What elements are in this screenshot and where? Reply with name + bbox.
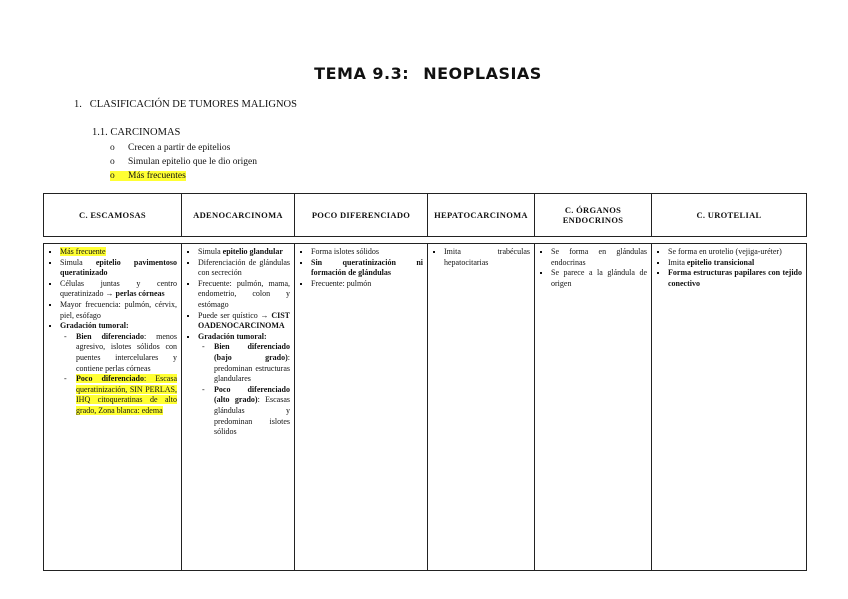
list-item: ▪ Células juntas y centro queratinizado → perlas córneas — [60, 279, 177, 300]
cell-poco-diferenciado — [295, 244, 428, 571]
list-item: ▪ Simula epitelio glandular — [198, 247, 290, 258]
cell-adenocarcinoma — [182, 244, 295, 571]
header-adenocarcinoma: ADENOCARCINOMA — [182, 194, 295, 237]
sub-list-item: - Bien diferenciado (bajo grado): predominan estructuras glandulares — [214, 342, 290, 384]
list-item: ▪ Sin queratinización ni formación de glándulas — [311, 258, 423, 279]
header-urotelial: C. UROTELIAL — [652, 194, 807, 237]
sub-list-item: - Poco diferenciado (alto grado): Escasas glándulas y predominan islotes sólidos — [214, 385, 290, 438]
bullet-item — [110, 171, 186, 181]
bullet-item — [110, 157, 257, 167]
header-hepatocarcinoma: HEPATOCARCINOMA — [428, 194, 535, 237]
bullet-item — [110, 143, 230, 153]
cell-escamosas — [44, 244, 182, 571]
section-heading: 1. CLASIFICACIÓN DE TUMORES MALIGNOS — [74, 99, 297, 110]
list-item: ▪ Forma estructuras papilares con tejido conectivo — [668, 268, 802, 289]
list-item: ▪ Gradación tumoral: - Bien diferenciado: menos agresivo, islotes sólidos con puentes intercelulares y contiene perlas córneas - Poco diferenciado: Escasa queratinización, SIN PERLAS, IHQ citoqueratinas de alto grado, Zona blanca: edema — [60, 321, 177, 416]
table-gap-row — [44, 237, 807, 244]
page-title — [0, 64, 848, 83]
header-poco-diferenciado: POCO DIFERENCIADO — [295, 194, 428, 237]
cell-urotelial — [652, 244, 807, 571]
cell-hepatocarcinoma — [428, 244, 535, 571]
sub-list-item: - Bien diferenciado: menos agresivo, islotes sólidos con puentes intercelulares y contiene perlas córneas — [76, 332, 177, 374]
list-item: ▪ Frecuente: pulmón — [311, 279, 423, 290]
subsection-heading: 1.1. CARCINOMAS — [92, 127, 181, 138]
carcinoma-table — [43, 193, 807, 571]
table-row — [44, 244, 807, 571]
list-item: ▪ Puede ser quístico → CISTOADENOCARCINOMA — [198, 311, 290, 332]
list-item: ▪ Más frecuente — [60, 247, 177, 258]
list-item: ▪ Gradación tumoral: - Bien diferenciado (bajo grado): predominan estructuras glandulares - Poco diferenciado (alto grado): Escasas glándulas y predominan islotes sólidos — [198, 332, 290, 438]
header-organos-endocrinos: C. ÓRGANOS ENDOCRINOS — [535, 194, 652, 237]
cell-organos-endocrinos — [535, 244, 652, 571]
list-item: ▪ Frecuente: pulmón, mama, endometrio, colon y estómago — [198, 279, 290, 311]
bullet-mark: o — [110, 157, 115, 167]
list-item: ▪ Se parece a la glándula de origen — [551, 268, 647, 289]
list-item: ▪ Imita trabéculas hepatocitarias — [444, 247, 530, 268]
bullet-text: Simulan epitelio que le dio origen — [128, 157, 258, 167]
bullet-mark: o — [110, 143, 115, 153]
sub-list-item: - Poco diferenciado: Escasa queratinización, SIN PERLAS, IHQ citoqueratinas de alto grado, Zona blanca: edema — [76, 374, 177, 416]
bullet-text: Más frecuentes — [128, 171, 186, 181]
bullet-text: Crecen a partir de epitelios — [128, 143, 231, 153]
list-item: ▪ Se forma en urotelio (vejiga-uréter) — [668, 247, 802, 258]
list-item: ▪ Forma islotes sólidos — [311, 247, 423, 258]
header-escamosas: C. ESCAMOSAS — [44, 194, 182, 237]
list-item: ▪ Imita epitelio transicional — [668, 258, 802, 269]
list-item: ▪ Se forma en glándulas endocrinas — [551, 247, 647, 268]
table-header-row — [44, 194, 807, 237]
list-item: ▪ Diferenciación de glándulas con secreción — [198, 258, 290, 279]
title-prefix: TEMA 9.3: — [314, 64, 410, 83]
list-item: ▪ Mayor frecuencia: pulmón, cérvix, piel, esófago — [60, 300, 177, 321]
bullet-mark: o — [110, 171, 115, 181]
title-main: NEOPLASIAS — [423, 64, 542, 83]
list-item: ▪ Simula epitelio pavimentoso queratinizado — [60, 258, 177, 279]
